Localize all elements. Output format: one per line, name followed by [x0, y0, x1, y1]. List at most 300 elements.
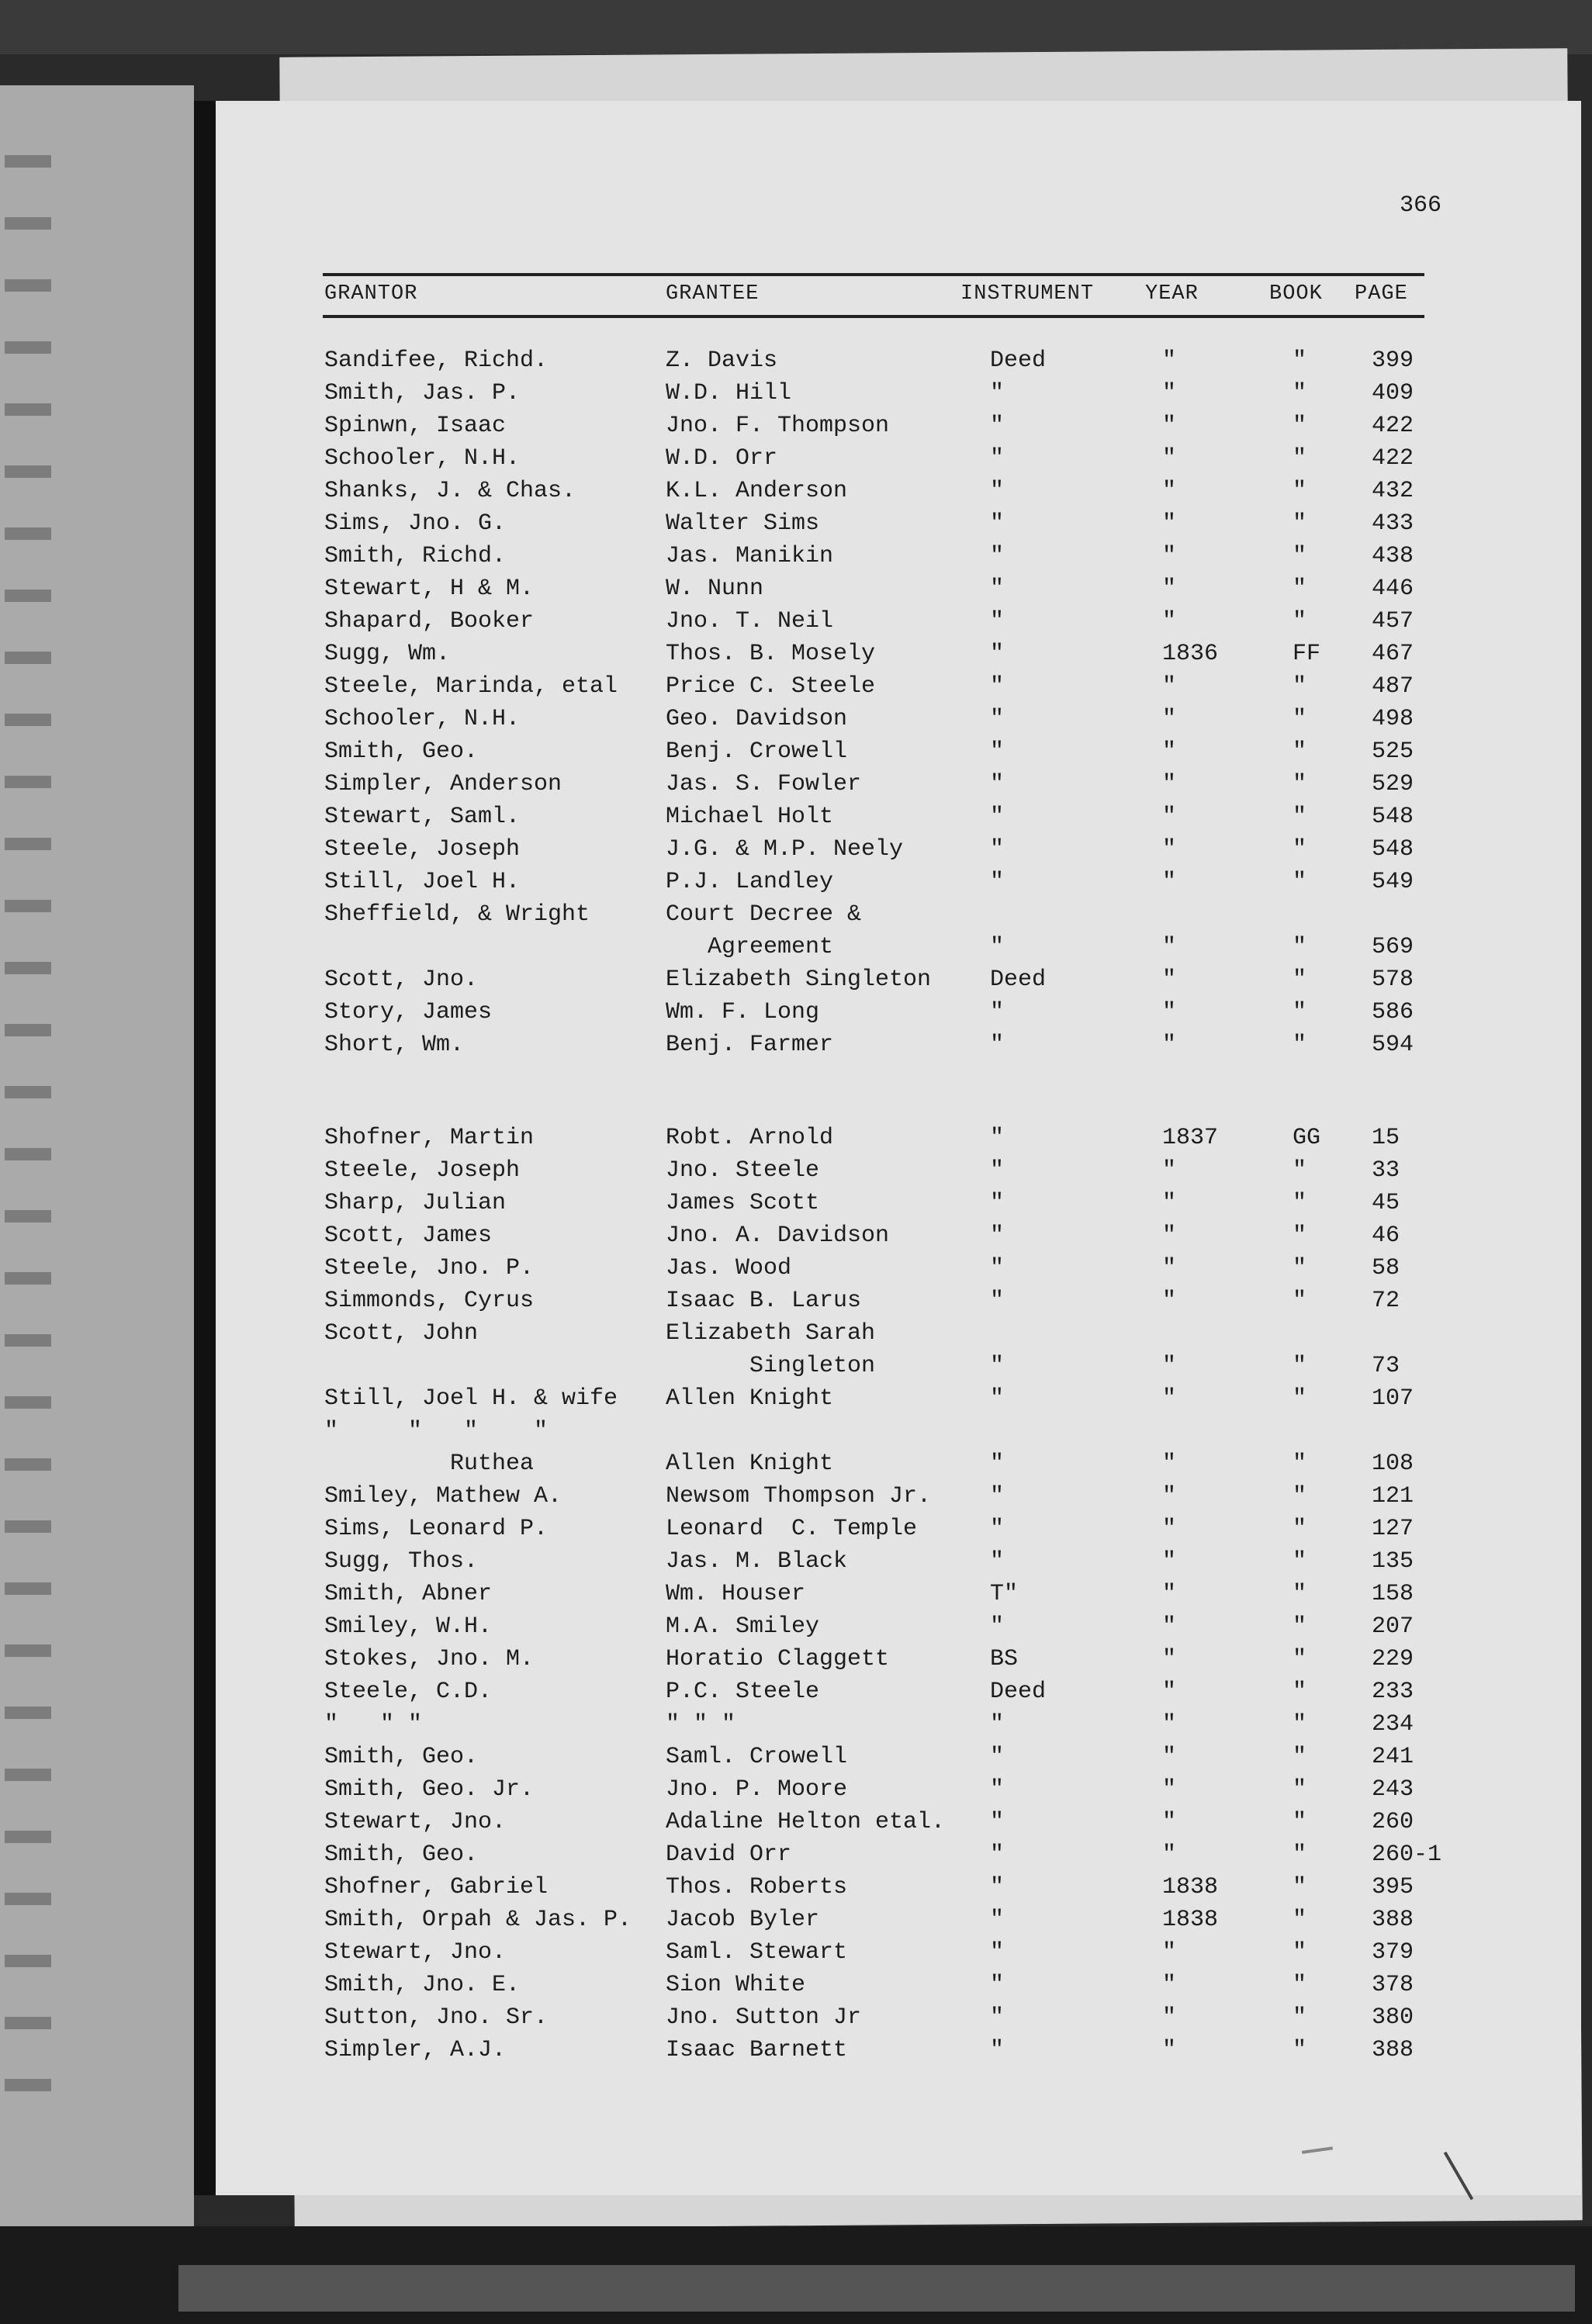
cell-grantor: Still, Joel H. & wife	[324, 1385, 618, 1412]
cell-page: 498	[1372, 706, 1414, 732]
cell-grantor: " " "	[324, 1711, 423, 1738]
table-row	[216, 1288, 1581, 1320]
cell-page: 121	[1372, 1483, 1414, 1510]
cell-grantee: Robt. Arnold	[666, 1125, 834, 1151]
cell-grantor: Schooler, N.H.	[324, 445, 521, 472]
cell-instrument: "	[990, 1385, 1005, 1412]
cell-page: 594	[1372, 1032, 1414, 1058]
cell-book: "	[1293, 2004, 1307, 2031]
cell-book: "	[1293, 1646, 1307, 1672]
cell-grantor: Sandifee, Richd.	[324, 348, 549, 374]
cell-year: "	[1162, 348, 1177, 374]
cell-instrument: "	[990, 1613, 1005, 1640]
cell-year: "	[1162, 1288, 1177, 1314]
cell-page: 233	[1372, 1679, 1414, 1705]
cell-page: 549	[1372, 869, 1414, 895]
cell-grantee: Allen Knight	[666, 1451, 834, 1477]
cell-instrument: "	[990, 771, 1005, 797]
table-row	[216, 1320, 1581, 1353]
cell-grantee: James Scott	[666, 1190, 820, 1216]
cell-book: "	[1293, 543, 1307, 569]
cell-year: "	[1162, 1744, 1177, 1770]
cell-grantee: " " "	[666, 1711, 736, 1738]
table-row	[216, 576, 1581, 608]
cell-grantor: Stokes, Jno. M.	[324, 1646, 535, 1672]
cell-grantee: Benj. Farmer	[666, 1032, 834, 1058]
table-row	[216, 934, 1581, 967]
book-edge	[178, 2265, 1575, 2312]
cell-grantee: Thos. B. Mosely	[666, 641, 876, 667]
column-header-row	[323, 273, 1424, 318]
cell-grantor: Sims, Leonard P.	[324, 1516, 549, 1542]
cell-grantor: Stewart, Jno.	[324, 1809, 507, 1835]
cell-book: "	[1293, 1972, 1307, 1998]
table-row	[216, 1255, 1581, 1288]
cell-instrument: "	[990, 1157, 1005, 1184]
cell-book: "	[1293, 1581, 1307, 1607]
cell-grantor: Still, Joel H.	[324, 869, 521, 895]
cell-year: "	[1162, 1711, 1177, 1738]
cell-book: "	[1293, 445, 1307, 472]
table-row	[216, 1032, 1581, 1064]
table-row	[216, 1223, 1581, 1255]
cell-page: 422	[1372, 445, 1414, 472]
cell-instrument: "	[990, 1939, 1005, 1966]
table-row	[216, 804, 1581, 836]
table-row	[216, 1548, 1581, 1581]
cell-grantor: Shofner, Martin	[324, 1125, 535, 1151]
cell-instrument: "	[990, 1972, 1005, 1998]
cell-grantor: Sutton, Jno. Sr.	[324, 2004, 549, 2031]
cell-page: 15	[1372, 1125, 1400, 1151]
cell-page: 234	[1372, 1711, 1414, 1738]
cell-instrument: "	[990, 608, 1005, 635]
table-row	[216, 1809, 1581, 1842]
cell-page: 45	[1372, 1190, 1400, 1216]
cell-grantee: Sion White	[666, 1972, 806, 1998]
cell-grantee: Z. Davis	[666, 348, 778, 374]
cell-grantor: Simmonds, Cyrus	[324, 1288, 535, 1314]
cell-grantee: Jno. P. Moore	[666, 1776, 848, 1803]
cell-instrument: "	[990, 934, 1005, 960]
document-page	[216, 101, 1581, 2195]
cell-grantee: W.D. Hill	[666, 380, 792, 406]
header-instrument: INSTRUMENT	[960, 282, 1095, 306]
cell-year: "	[1162, 1646, 1177, 1672]
cell-page: 33	[1372, 1157, 1400, 1184]
cell-grantor: Smith, Orpah & Jas. P.	[324, 1907, 632, 1933]
cell-year: "	[1162, 1679, 1177, 1705]
cell-page: 73	[1372, 1353, 1400, 1379]
cell-grantee: Thos. Roberts	[666, 1874, 848, 1900]
cell-page: 433	[1372, 510, 1414, 537]
cell-book: "	[1293, 608, 1307, 635]
cell-page: 379	[1372, 1939, 1414, 1966]
cell-page: 107	[1372, 1385, 1414, 1412]
table-row	[216, 445, 1581, 478]
cell-book: "	[1293, 576, 1307, 602]
cell-book: "	[1293, 1809, 1307, 1835]
cell-year: "	[1162, 1157, 1177, 1184]
table-row	[216, 2037, 1581, 2070]
cell-year: 1838	[1162, 1874, 1219, 1900]
cell-year: "	[1162, 1972, 1177, 1998]
cell-year: "	[1162, 413, 1177, 439]
cell-year: "	[1162, 836, 1177, 863]
cell-grantee: Benj. Crowell	[666, 738, 848, 765]
cell-grantee: David Orr	[666, 1842, 792, 1868]
header-book: BOOK	[1269, 282, 1323, 306]
table-row	[216, 608, 1581, 641]
cell-year: "	[1162, 2004, 1177, 2031]
cell-instrument: "	[990, 1744, 1005, 1770]
cell-instrument: "	[990, 2037, 1005, 2063]
photo-top-edge	[0, 0, 1592, 54]
cell-page: 432	[1372, 478, 1414, 504]
cell-grantee: W. Nunn	[666, 576, 764, 602]
cell-grantor: Stewart, H & M.	[324, 576, 535, 602]
cell-year: "	[1162, 1613, 1177, 1640]
cell-book: GG	[1293, 1125, 1321, 1151]
cell-page: 457	[1372, 608, 1414, 635]
cell-grantee: Elizabeth Sarah	[666, 1320, 876, 1347]
cell-instrument: "	[990, 706, 1005, 732]
cell-grantee: Jas. Wood	[666, 1255, 792, 1281]
cell-grantor: Steele, Marinda, etal	[324, 673, 618, 700]
cell-year: "	[1162, 738, 1177, 765]
adjacent-page-fragment	[0, 85, 194, 2226]
cell-year: "	[1162, 1581, 1177, 1607]
cell-grantor: Stewart, Saml.	[324, 804, 521, 830]
cell-year: "	[1162, 1451, 1177, 1477]
cell-instrument: "	[990, 380, 1005, 406]
cell-grantor: Spinwn, Isaac	[324, 413, 507, 439]
header-grantee: GRANTEE	[666, 282, 760, 306]
cell-page: 241	[1372, 1744, 1414, 1770]
cell-instrument: "	[990, 738, 1005, 765]
cell-instrument: "	[990, 673, 1005, 700]
cell-year: 1838	[1162, 1907, 1219, 1933]
cell-grantee: Jno. Sutton Jr	[666, 2004, 862, 2031]
cell-instrument: "	[990, 1907, 1005, 1933]
cell-year: "	[1162, 673, 1177, 700]
cell-instrument: "	[990, 1288, 1005, 1314]
cell-grantee: Court Decree &	[666, 901, 862, 928]
table-row	[216, 478, 1581, 510]
cell-page: 548	[1372, 836, 1414, 863]
table-row	[216, 543, 1581, 576]
cell-grantee: Newsom Thompson Jr.	[666, 1483, 932, 1510]
cell-page: 578	[1372, 967, 1414, 993]
cell-grantee: W.D. Orr	[666, 445, 778, 472]
cell-grantee: Price C. Steele	[666, 673, 876, 700]
cell-book: "	[1293, 836, 1307, 863]
cell-page: 46	[1372, 1223, 1400, 1249]
cell-book: "	[1293, 706, 1307, 732]
cell-year: "	[1162, 478, 1177, 504]
cell-instrument: "	[990, 1516, 1005, 1542]
table-row	[216, 1907, 1581, 1939]
cell-grantee: P.C. Steele	[666, 1679, 820, 1705]
table-row	[216, 1939, 1581, 1972]
cell-book: "	[1293, 1353, 1307, 1379]
cell-grantor: Shofner, Gabriel	[324, 1874, 549, 1900]
cell-book: "	[1293, 1255, 1307, 1281]
header-page: PAGE	[1355, 282, 1408, 306]
table-row	[216, 673, 1581, 706]
cell-page: 525	[1372, 738, 1414, 765]
table-row	[216, 1516, 1581, 1548]
cell-grantor: Smith, Abner	[324, 1581, 493, 1607]
table-row	[216, 641, 1581, 673]
table-row	[216, 1613, 1581, 1646]
cell-book: "	[1293, 1711, 1307, 1738]
cell-book: "	[1293, 967, 1307, 993]
cell-grantee: Jas. S. Fowler	[666, 771, 862, 797]
cell-grantee: Wm. F. Long	[666, 999, 820, 1025]
cell-grantee: Jas. Manikin	[666, 543, 834, 569]
cell-page: 548	[1372, 804, 1414, 830]
cell-page: 388	[1372, 1907, 1414, 1933]
cell-page: 260	[1372, 1809, 1414, 1835]
cell-book: "	[1293, 1842, 1307, 1868]
table-row	[216, 510, 1581, 543]
cell-book: "	[1293, 934, 1307, 960]
cell-page: 243	[1372, 1776, 1414, 1803]
table-row	[216, 1842, 1581, 1874]
table-row	[216, 738, 1581, 771]
table-row	[216, 706, 1581, 738]
cell-year: "	[1162, 1190, 1177, 1216]
cell-year: "	[1162, 706, 1177, 732]
cell-grantee: Saml. Stewart	[666, 1939, 848, 1966]
cell-grantor: Smiley, W.H.	[324, 1613, 493, 1640]
cell-book: "	[1293, 999, 1307, 1025]
cell-year: "	[1162, 1939, 1177, 1966]
cell-page: 207	[1372, 1613, 1414, 1640]
cell-grantee: Jno. Steele	[666, 1157, 820, 1184]
cell-book: "	[1293, 348, 1307, 374]
table-row	[216, 1711, 1581, 1744]
cell-page: 569	[1372, 934, 1414, 960]
table-row	[216, 1581, 1581, 1613]
table-row	[216, 1385, 1581, 1418]
cell-grantor: " " " "	[324, 1418, 549, 1444]
cell-grantor: Smith, Geo.	[324, 738, 479, 765]
cell-grantee: P.J. Landley	[666, 869, 834, 895]
table-row	[216, 999, 1581, 1032]
table-row	[216, 1874, 1581, 1907]
cell-instrument: "	[990, 1874, 1005, 1900]
cell-instrument: "	[990, 1255, 1005, 1281]
cell-grantor: Scott, James	[324, 1223, 493, 1249]
cell-page: 395	[1372, 1874, 1414, 1900]
header-grantor: GRANTOR	[324, 282, 418, 306]
cell-grantor: Shapard, Booker	[324, 608, 535, 635]
cell-page: 108	[1372, 1451, 1414, 1477]
cell-book: FF	[1293, 641, 1321, 667]
cell-year: "	[1162, 1223, 1177, 1249]
cell-book: "	[1293, 1744, 1307, 1770]
cell-grantor: Smith, Geo.	[324, 1842, 479, 1868]
cell-year: "	[1162, 999, 1177, 1025]
cell-grantor: Sims, Jno. G.	[324, 510, 507, 537]
cell-page: 260-1	[1372, 1842, 1442, 1868]
table-row	[216, 869, 1581, 901]
cell-grantor: Smith, Jas. P.	[324, 380, 521, 406]
cell-book: "	[1293, 1032, 1307, 1058]
cell-year: 1836	[1162, 641, 1219, 667]
cell-grantor: Sugg, Thos.	[324, 1548, 479, 1575]
table-row	[216, 1157, 1581, 1190]
cell-instrument: "	[990, 445, 1005, 472]
cell-page: 487	[1372, 673, 1414, 700]
cell-grantor: Smiley, Mathew A.	[324, 1483, 562, 1510]
cell-grantee: Jacob Byler	[666, 1907, 820, 1933]
cell-instrument: "	[990, 1125, 1005, 1151]
cell-book: "	[1293, 804, 1307, 830]
cell-page: 58	[1372, 1255, 1400, 1281]
cell-grantee: Walter Sims	[666, 510, 820, 537]
cell-grantee: Michael Holt	[666, 804, 834, 830]
cell-grantee: Jno. A. Davidson	[666, 1223, 890, 1249]
cell-page: 72	[1372, 1288, 1400, 1314]
cell-book: "	[1293, 673, 1307, 700]
cell-book: "	[1293, 1157, 1307, 1184]
cell-grantor: Short, Wm.	[324, 1032, 465, 1058]
cell-book: "	[1293, 1613, 1307, 1640]
cell-book: "	[1293, 771, 1307, 797]
cell-grantee: Leonard C. Temple	[666, 1516, 918, 1542]
cell-book: "	[1293, 738, 1307, 765]
cell-page: 229	[1372, 1646, 1414, 1672]
cell-grantor: Ruthea	[324, 1451, 535, 1477]
paper-mark	[1302, 2146, 1333, 2154]
cell-grantee: Adaline Helton etal.	[666, 1809, 946, 1835]
cell-grantor: Scott, Jno.	[324, 967, 479, 993]
cell-instrument: "	[990, 1223, 1005, 1249]
table-row	[216, 2004, 1581, 2037]
cell-instrument: "	[990, 510, 1005, 537]
cell-year: 1837	[1162, 1125, 1219, 1151]
cell-grantee: K.L. Anderson	[666, 478, 848, 504]
cell-instrument: "	[990, 1809, 1005, 1835]
table-row	[216, 380, 1581, 413]
cell-instrument: Deed	[990, 967, 1047, 993]
cell-grantor: Smith, Richd.	[324, 543, 507, 569]
table-row	[216, 348, 1581, 380]
table-row	[216, 771, 1581, 804]
cell-year: "	[1162, 771, 1177, 797]
cell-book: "	[1293, 2037, 1307, 2063]
cell-page: 135	[1372, 1548, 1414, 1575]
cell-instrument: Deed	[990, 348, 1047, 374]
cell-grantor: Scott, John	[324, 1320, 479, 1347]
cell-grantee: Allen Knight	[666, 1385, 834, 1412]
cell-instrument: "	[990, 576, 1005, 602]
cell-page: 127	[1372, 1516, 1414, 1542]
cell-page: 467	[1372, 641, 1414, 667]
cell-instrument: "	[990, 836, 1005, 863]
cell-instrument: BS	[990, 1646, 1019, 1672]
cell-grantee: Jno. F. Thompson	[666, 413, 890, 439]
cell-instrument: "	[990, 1032, 1005, 1058]
cell-book: "	[1293, 1385, 1307, 1412]
table-row	[216, 1353, 1581, 1385]
cell-book: "	[1293, 1190, 1307, 1216]
cell-grantee: Geo. Davidson	[666, 706, 848, 732]
table-row	[216, 1125, 1581, 1157]
table-row	[216, 1744, 1581, 1776]
cell-grantor: Steele, C.D.	[324, 1679, 493, 1705]
cell-instrument: "	[990, 641, 1005, 667]
cell-book: "	[1293, 1548, 1307, 1575]
cell-year: "	[1162, 1255, 1177, 1281]
cell-grantee: Jas. M. Black	[666, 1548, 848, 1575]
cell-year: "	[1162, 869, 1177, 895]
cell-grantor: Smith, Jno. E.	[324, 1972, 521, 1998]
table-row	[216, 901, 1581, 934]
cell-year: "	[1162, 445, 1177, 472]
cell-grantee: Saml. Crowell	[666, 1744, 848, 1770]
cell-book: "	[1293, 1483, 1307, 1510]
cell-page: 446	[1372, 576, 1414, 602]
table-row	[216, 836, 1581, 869]
cell-year: "	[1162, 1809, 1177, 1835]
table-row	[216, 1483, 1581, 1516]
cell-instrument: "	[990, 478, 1005, 504]
cell-grantee: Agreement	[666, 934, 834, 960]
cell-year: "	[1162, 380, 1177, 406]
cell-instrument: "	[990, 1353, 1005, 1379]
cell-year: "	[1162, 2037, 1177, 2063]
cell-book: "	[1293, 1776, 1307, 1803]
cell-page: 378	[1372, 1972, 1414, 1998]
cell-instrument: "	[990, 869, 1005, 895]
table-row	[216, 1451, 1581, 1483]
cell-instrument: "	[990, 1190, 1005, 1216]
cell-book: "	[1293, 1939, 1307, 1966]
cell-book: "	[1293, 1907, 1307, 1933]
cell-year: "	[1162, 576, 1177, 602]
cell-grantor: Simpler, Anderson	[324, 771, 562, 797]
cell-book: "	[1293, 1516, 1307, 1542]
table-row	[216, 1190, 1581, 1223]
book-gutter	[194, 101, 216, 2195]
table-row	[216, 1646, 1581, 1679]
cell-year: "	[1162, 1483, 1177, 1510]
cell-page: 586	[1372, 999, 1414, 1025]
cell-page: 409	[1372, 380, 1414, 406]
cell-year: "	[1162, 1385, 1177, 1412]
cell-grantee: Isaac Barnett	[666, 2037, 848, 2063]
table-row	[216, 1776, 1581, 1809]
cell-grantee: M.A. Smiley	[666, 1613, 820, 1640]
cell-year: "	[1162, 934, 1177, 960]
cell-book: "	[1293, 1288, 1307, 1314]
cell-grantor: Sharp, Julian	[324, 1190, 507, 1216]
cell-book: "	[1293, 1223, 1307, 1249]
cell-page: 438	[1372, 543, 1414, 569]
cell-year: "	[1162, 510, 1177, 537]
cell-year: "	[1162, 1842, 1177, 1868]
cell-instrument: "	[990, 1451, 1005, 1477]
cell-instrument: "	[990, 543, 1005, 569]
cell-grantee: Elizabeth Singleton	[666, 967, 932, 993]
cell-grantor: Sheffield, & Wright	[324, 901, 590, 928]
cell-book: "	[1293, 510, 1307, 537]
cell-grantee: Jno. T. Neil	[666, 608, 834, 635]
